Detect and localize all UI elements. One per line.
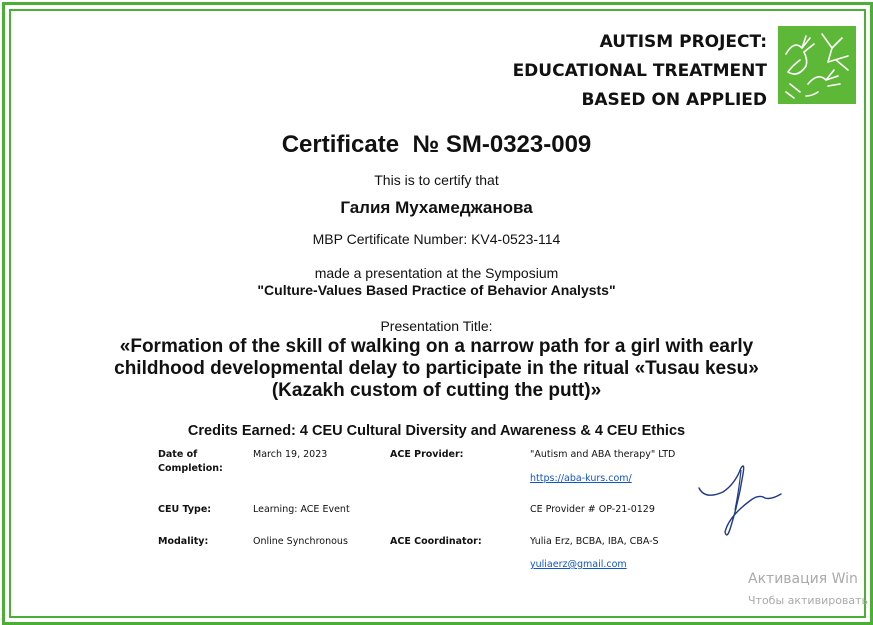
date-label-line-1: Date of [158, 449, 198, 460]
activation-watermark-title: Активация Win [748, 571, 858, 587]
ceu-type-value: Learning: ACE Event [253, 504, 350, 515]
presentation-title-line-2: childhood developmental delay to participate in the ritual «Tusau kesu» [114, 358, 759, 379]
credits-earned: Credits Earned: 4 CEU Cultural Diversity and Awareness & 4 CEU Ethics [187, 423, 686, 439]
provider-website-link[interactable]: https://aba-kurs.com/ [530, 473, 632, 484]
presentation-title-line-3: (Kazakh custom of cutting the putt)» [271, 380, 602, 401]
presentation-title-label: Presentation Title: [380, 318, 493, 334]
signature-icon [695, 460, 785, 555]
activation-watermark-text: Чтобы активировать [748, 594, 869, 607]
header-line-3: BASED ON APPLIED [581, 90, 767, 110]
ace-provider-value: "Autism and ABA therapy" LTD [530, 449, 676, 460]
ceu-type-label: CEU Type: [158, 504, 212, 515]
date-of-completion-value: March 19, 2023 [253, 449, 328, 460]
date-of-completion-label [158, 448, 223, 476]
symposium-name: "Culture-Values Based Practice of Behavior Analysts" [257, 282, 616, 298]
ace-coordinator-label: ACE Coordinator: [390, 536, 482, 547]
presentation-title [0, 336, 873, 402]
hands-logo-icon [778, 26, 856, 104]
date-label-line-2: Completion: [158, 463, 223, 474]
made-presentation-text: made a presentation at the Symposium [314, 265, 559, 281]
header-line-1: AUTISM PROJECT: [599, 32, 767, 52]
header-line-2: EDUCATIONAL TREATMENT [512, 61, 767, 81]
ce-provider-number: CE Provider # OP-21-0129 [530, 504, 655, 515]
ace-coordinator-value: Yulia Erz, BCBA, IBA, CBA-S [530, 536, 659, 547]
certificate-title-word: Certificate [281, 131, 400, 158]
modality-label: Modality: [158, 536, 209, 547]
presentation-title-line-1: «Formation of the skill of walking on a narrow path for a girl with early [119, 336, 754, 357]
project-header [513, 28, 767, 115]
mbp-certificate-number: MBP Certificate Number: KV4-0523-114 [312, 231, 561, 247]
ace-provider-label: ACE Provider: [390, 449, 464, 460]
recipient-name: Галия Мухамеджанова [340, 198, 533, 217]
modality-value: Online Synchronous [253, 536, 348, 547]
coordinator-email-link[interactable]: yuliaerz@gmail.com [530, 559, 627, 570]
certify-text: This is to certify that [374, 172, 499, 188]
certificate-title [0, 131, 873, 159]
certificate-number: № SM-0323-009 [412, 131, 592, 158]
